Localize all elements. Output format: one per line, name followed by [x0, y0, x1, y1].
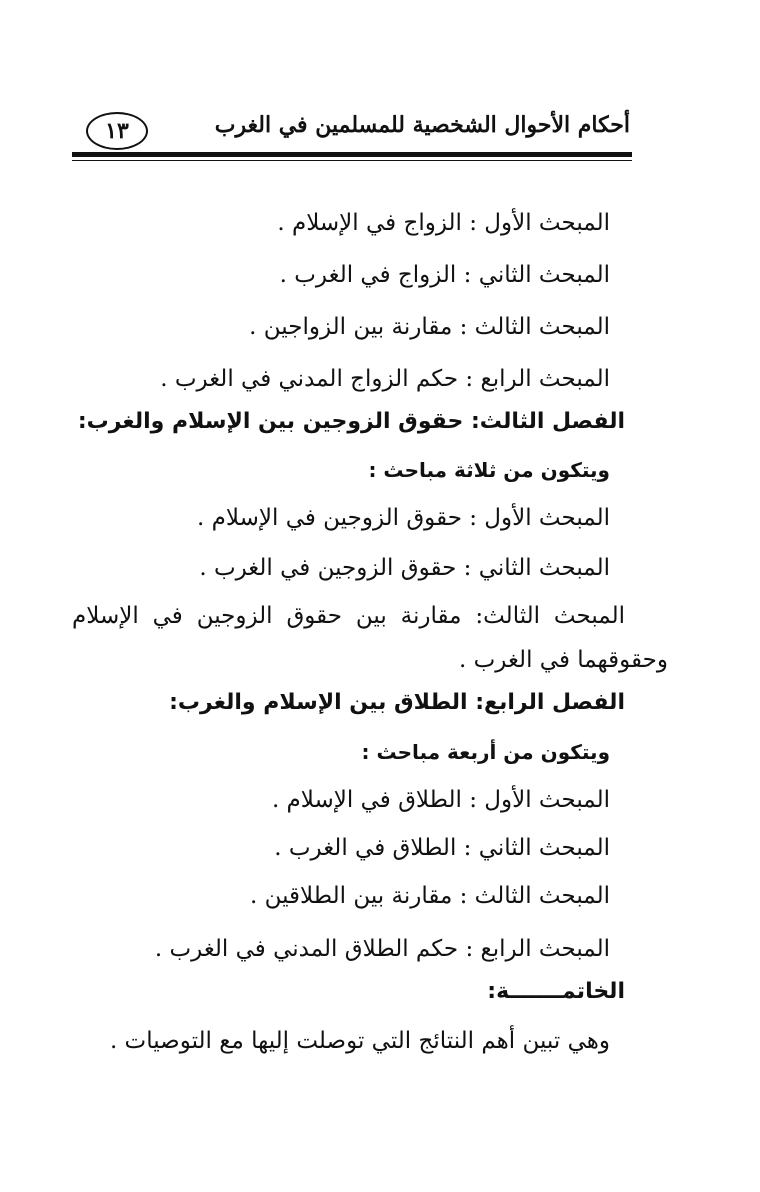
- chapter-three-intro: ويتكون من ثلاثة مباحث :: [368, 458, 610, 482]
- running-title: أحكام الأحوال الشخصية للمسلمين في الغرب: [214, 112, 630, 138]
- chapter-three-heading: الفصل الثالث: حقوق الزوجين بين الإسلام والغرب:: [77, 409, 625, 434]
- topic-divorce-islam: المبحث الأول : الطلاق في الإسلام .: [271, 787, 610, 813]
- topic-divorce-west: المبحث الثاني : الطلاق في الغرب .: [274, 835, 610, 861]
- topic-marriage-comparison: المبحث الثالث : مقارنة بين الزواجين .: [249, 314, 610, 340]
- page-number: ١٣: [86, 112, 148, 150]
- topic-rights-islam: المبحث الأول : حقوق الزوجين في الإسلام .: [197, 505, 610, 531]
- header-rule-thin: [72, 160, 632, 161]
- chapter-four-heading: الفصل الرابع: الطلاق بين الإسلام والغرب:: [169, 690, 625, 715]
- topic-civil-marriage: المبحث الرابع : حكم الزواج المدني في الغرب .: [160, 366, 610, 392]
- conclusion-text: وهي تبين أهم النتائج التي توصلت إليها مع التوصيات .: [109, 1028, 610, 1054]
- topic-rights-comparison: المبحث الثالث: مقارنة بين حقوق الزوجين في الإسلام: [72, 603, 625, 629]
- conclusion-heading: الخاتمـــــــة:: [487, 979, 625, 1004]
- topic-marriage-islam: المبحث الأول : الزواج في الإسلام .: [277, 210, 610, 236]
- topic-rights-west: المبحث الثاني : حقوق الزوجين في الغرب .: [199, 555, 610, 581]
- chapter-four-intro: ويتكون من أربعة مباحث :: [361, 740, 610, 764]
- header-rule-thick: [72, 152, 632, 157]
- topic-rights-comparison-cont: وحقوقهما في الغرب .: [459, 647, 668, 673]
- topic-civil-divorce: المبحث الرابع : حكم الطلاق المدني في الغرب .: [154, 936, 610, 962]
- topic-marriage-west: المبحث الثاني : الزواج في الغرب .: [279, 262, 610, 288]
- topic-divorce-comparison: المبحث الثالث : مقارنة بين الطلاقين .: [249, 883, 610, 909]
